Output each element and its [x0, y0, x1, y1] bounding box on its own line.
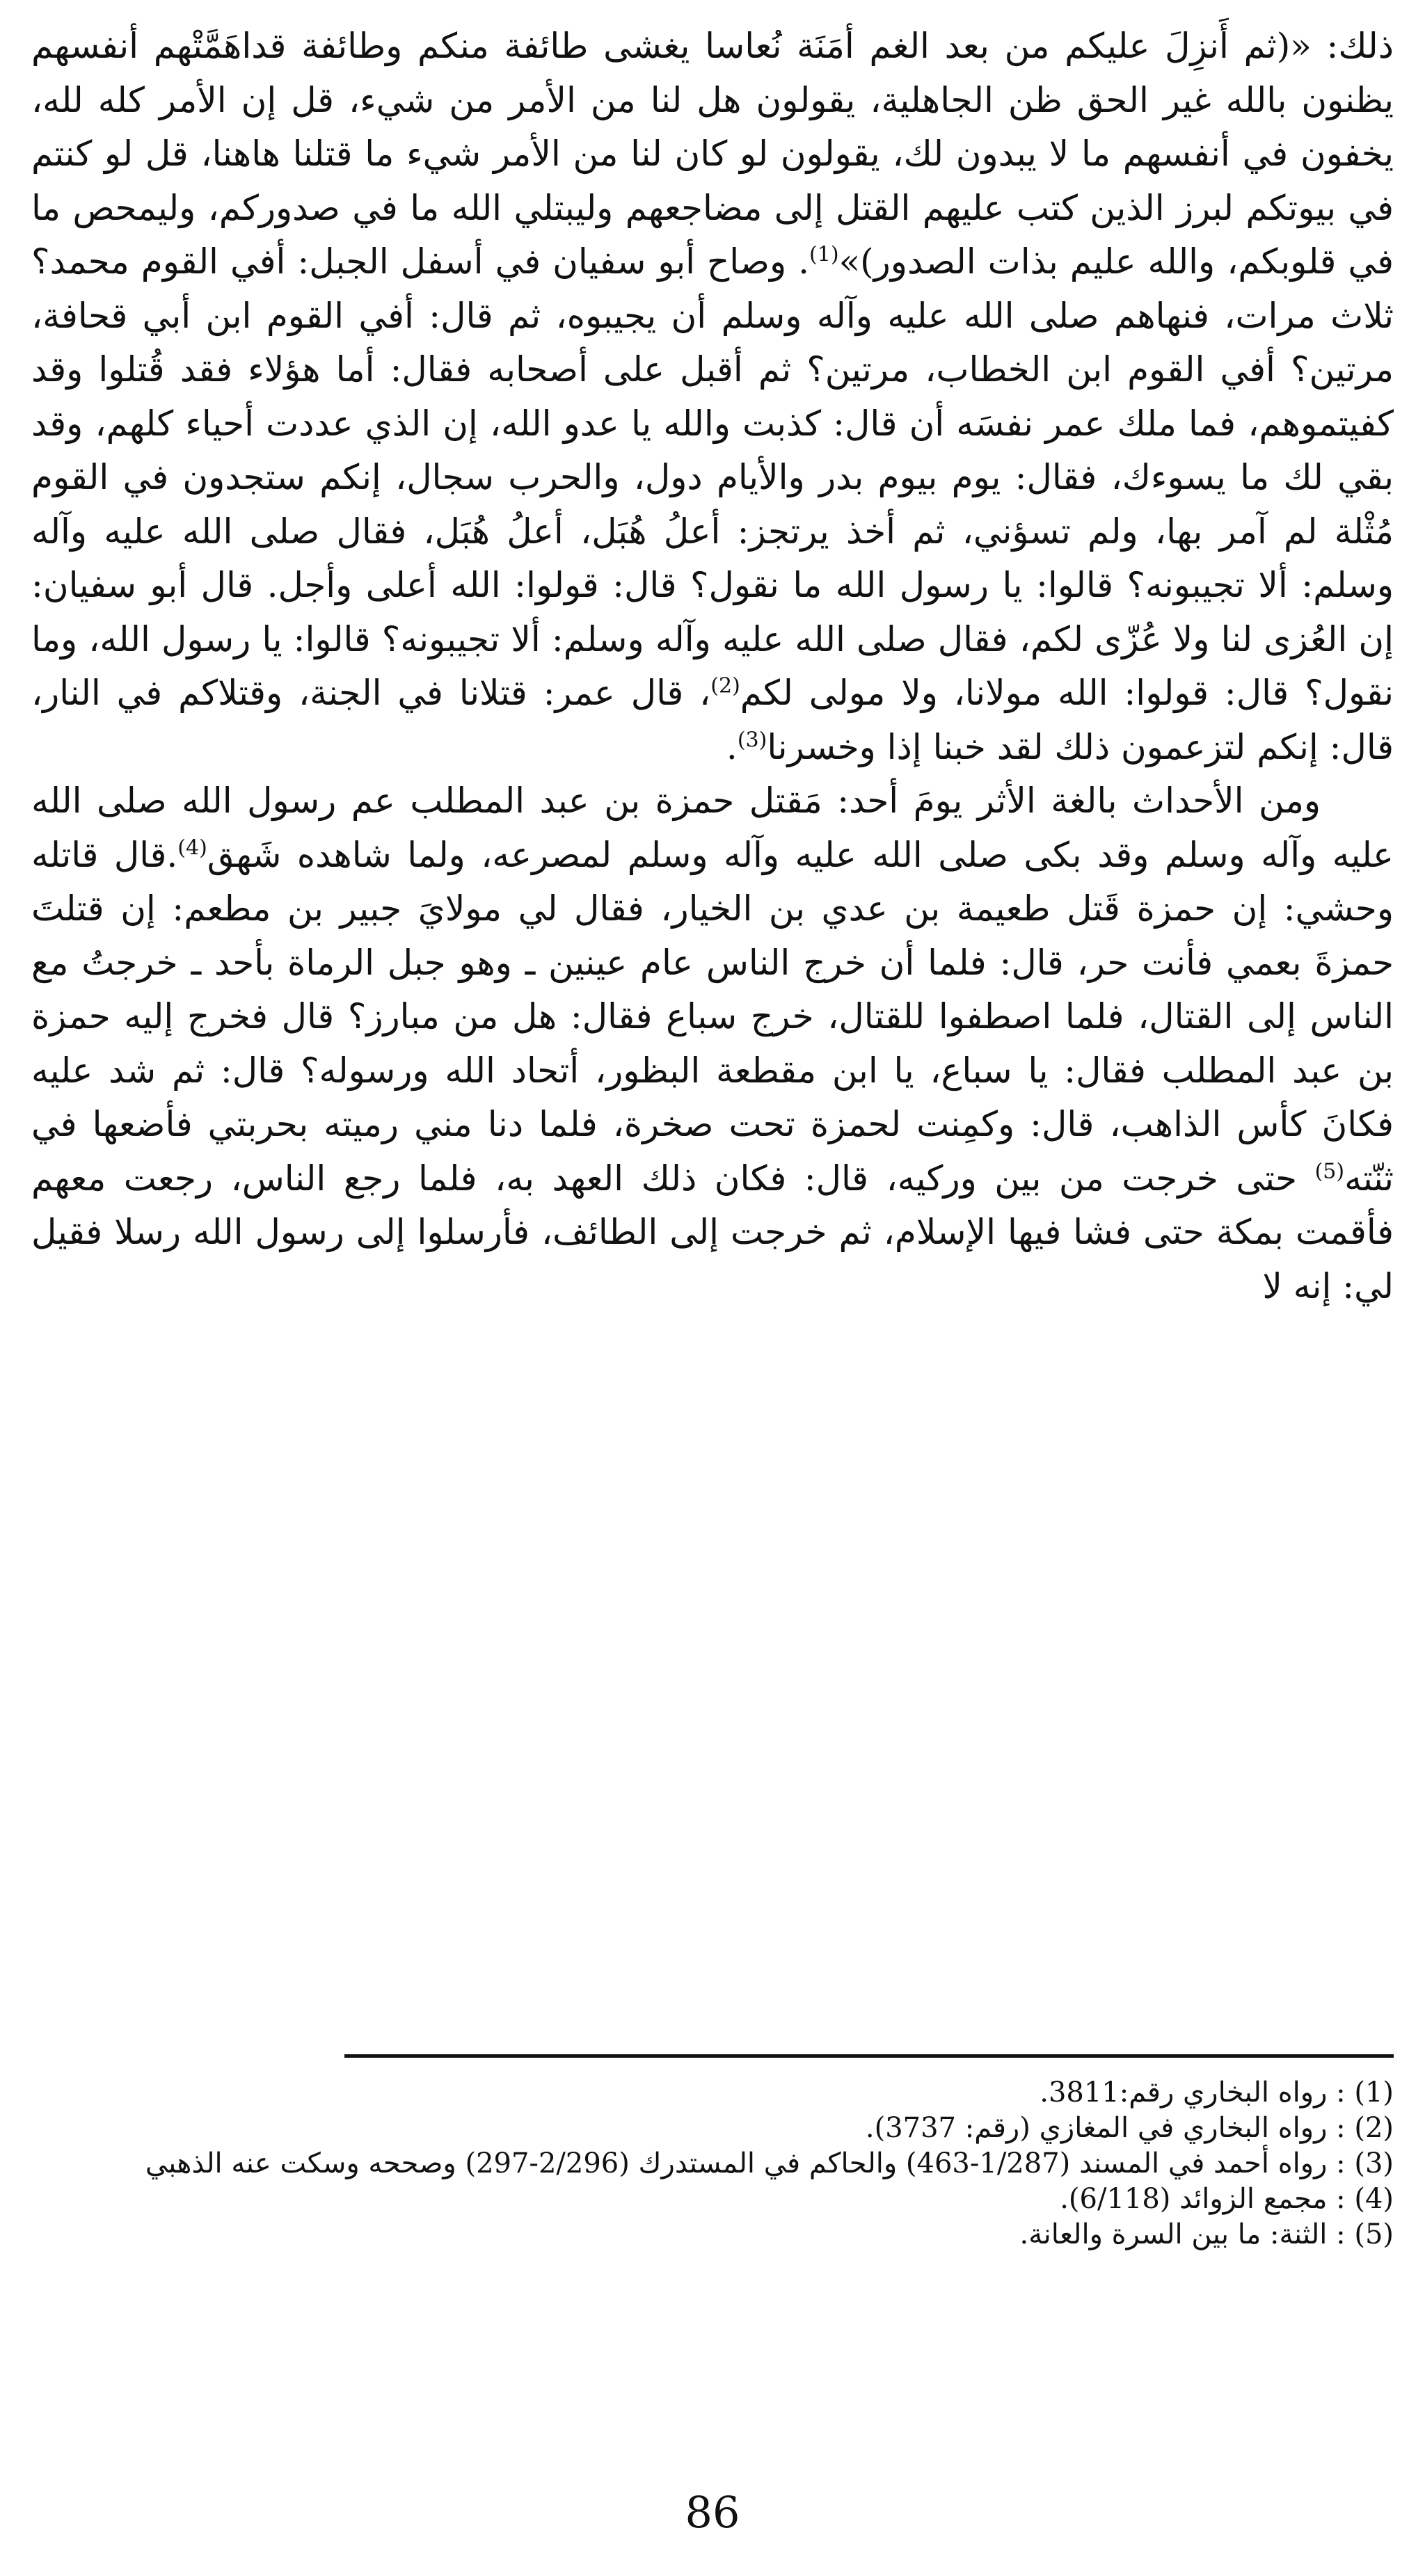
footnote-separator: [344, 2054, 1394, 2058]
footnote-reference: (4): [177, 835, 207, 860]
text-segment: .قال قاتله وحشي: إن حمزة قَتل طعيمة بن عدي بن الخيار، فقال لي مولايَ جبير بن مطعم: إن قتلتَ حمزةَ بعمي فأنت حر، قال: فلما أن خرج الناس عام عينين ـ وهو جبل الرماة بأحد ـ خرجتُ مع الناس إلى القتال، فلما اصطفوا للقتال، خرج سباع فقال: هل من مبارز؟ قال فخرج إليه حمزة بن عبد المطلب فقال: يا سباع، يا ابن مقطعة البظور، أتحاد الله ورسوله؟ قال: ثم شد عليه فكانَ كأس الذاهب، قال: وكمِنت لحمزة تحت صخرة، فلما دنا مني رميته بحربتي فأضعها في ثنّته: [31, 834, 1394, 1199]
text-segment: ذلك: «(ثم أَنزِلَ عليكم من بعد الغم أمَنَة نُعاسا يغشى طائفة منكم وطائفة قداهَمَّتْهم أنفسهم يظنون بالله غير الحق ظن الجاهلية، يقولون هل لنا من الأمر من شيء، قل إن الأمر كله لله، يخفون في أنفسهم ما لا يبدون لك، يقولون لو كان لنا من الأمر شيء ما قتلنا هاهنا، قل لو كنتم في بيوتكم لبرز الذين كتب عليهم القتل إلى مضاجعهم وليبتلي الله ما في صدوركم، وليمحص ما في قلوبكم، والله عليم بذات الصدور)»: [31, 26, 1394, 282]
footnotes: [31, 2075, 1394, 2253]
footnote: (2) : رواه البخاري في المغازي (رقم: 3737).: [865, 2112, 1394, 2144]
footnote-number: (3): [1354, 2147, 1394, 2179]
footnote-text: مجمع الزوائد (6/118).: [1060, 2183, 1328, 2215]
footnote-reference: (5): [1314, 1158, 1345, 1183]
footnote-number: (4): [1354, 2183, 1394, 2215]
footnote: (1) : رواه البخاري رقم:3811.: [1040, 2077, 1394, 2109]
footnote-reference: (2): [710, 673, 740, 698]
text-segment: حتى خرجت من بين وركيه، قال: فكان ذلك العهد به، فلما رجع الناس، رجعت معهم فأقمت بمكة حتى فشا فيها الإسلام، ثم خرجت إلى الطائف، فأرسلوا إلى رسول الله رسلا فقيل لي: إنه لا: [31, 1158, 1394, 1306]
footnote-text: رواه البخاري في المغازي (رقم: 3737).: [865, 2112, 1328, 2144]
text-segment: . وصاح أبو سفيان في أسفل الجبل: أفي القوم محمد؟ ثلاث مرات، فنهاهم صلى الله عليه وآله وسلم أن يجيبوه، ثم قال: أفي القوم ابن أبي قحافة، مرتين؟ أفي القوم ابن الخطاب، مرتين؟ ثم أقبل على أصحابه فقال: أما هؤلاء فقد قُتلوا وقد كفيتموهم، فما ملك عمر نفسَه أن قال: كذبت والله يا عدو الله، إن الذي عددت أحياء كلهم، وقد بقي لك ما يسوءك، فقال: يوم بيوم بدر والأيام دول، والحرب سجال، إنكم ستجدون في القوم مُثْلة لم آمر بها، ولم تسؤني، ثم أخذ يرتجز: أعلُ هُبَل، أعلُ هُبَل، فقال صلى الله عليه وآله وسلم: ألا تجيبونه؟ قالوا: يا رسول الله ما نقول؟ قال: قولوا: الله أعلى وأجل. قال أبو سفيان: إن العُزى لنا ولا عُزّى لكم، فقال صلى الله عليه وآله وسلم: ألا تجيبونه؟ قالوا: يا رسول الله، وما نقول؟ قال: قولوا: الله مولانا، ولا مولى لكم: [31, 241, 1394, 713]
footnote: (3) : رواه أحمد في المسند (1/287-463) والحاكم في المستدرك (2/296-297) وصححه وسكت عنه الذهبي: [145, 2147, 1394, 2179]
footnote-reference: (3): [737, 727, 767, 752]
footnote-text: الثنة: ما بين السرة والعانة.: [1019, 2218, 1328, 2250]
text-segment: .: [726, 726, 738, 767]
paragraph: [31, 19, 1394, 774]
page-number: 86: [685, 2487, 740, 2538]
main-text: [31, 19, 1394, 1313]
text-segment: ، قال عمر: قتلانا في الجنة، وقتلاكم في النار، قال: إنكم لتزعمون ذلك لقد خبنا إذا وخسرنا: [31, 673, 1394, 767]
footnote-number: (1): [1354, 2077, 1394, 2109]
paragraph: [31, 774, 1394, 1313]
footnote-text: رواه أحمد في المسند (1/287-463) والحاكم في المستدرك (2/296-297) وصححه وسكت عنه الذهبي: [145, 2147, 1328, 2179]
footnote: (4) : مجمع الزوائد (6/118).: [1060, 2183, 1394, 2215]
text-segment: ومن الأحداث بالغة الأثر يومَ أحد: مَقتل حمزة بن عبد المطلب عم رسول الله صلى الله عليه وآله وسلم وقد بكى صلى الله عليه وآله وسلم لمصرعه، ولما شاهده شَهق: [31, 781, 1394, 875]
footnote-reference: (1): [809, 242, 839, 267]
footnote: (5) : الثنة: ما بين السرة والعانة.: [1019, 2218, 1394, 2250]
footnote-number: (2): [1354, 2112, 1394, 2144]
footnote-text: رواه البخاري رقم:3811.: [1040, 2077, 1328, 2109]
footnote-number: (5): [1354, 2218, 1394, 2250]
